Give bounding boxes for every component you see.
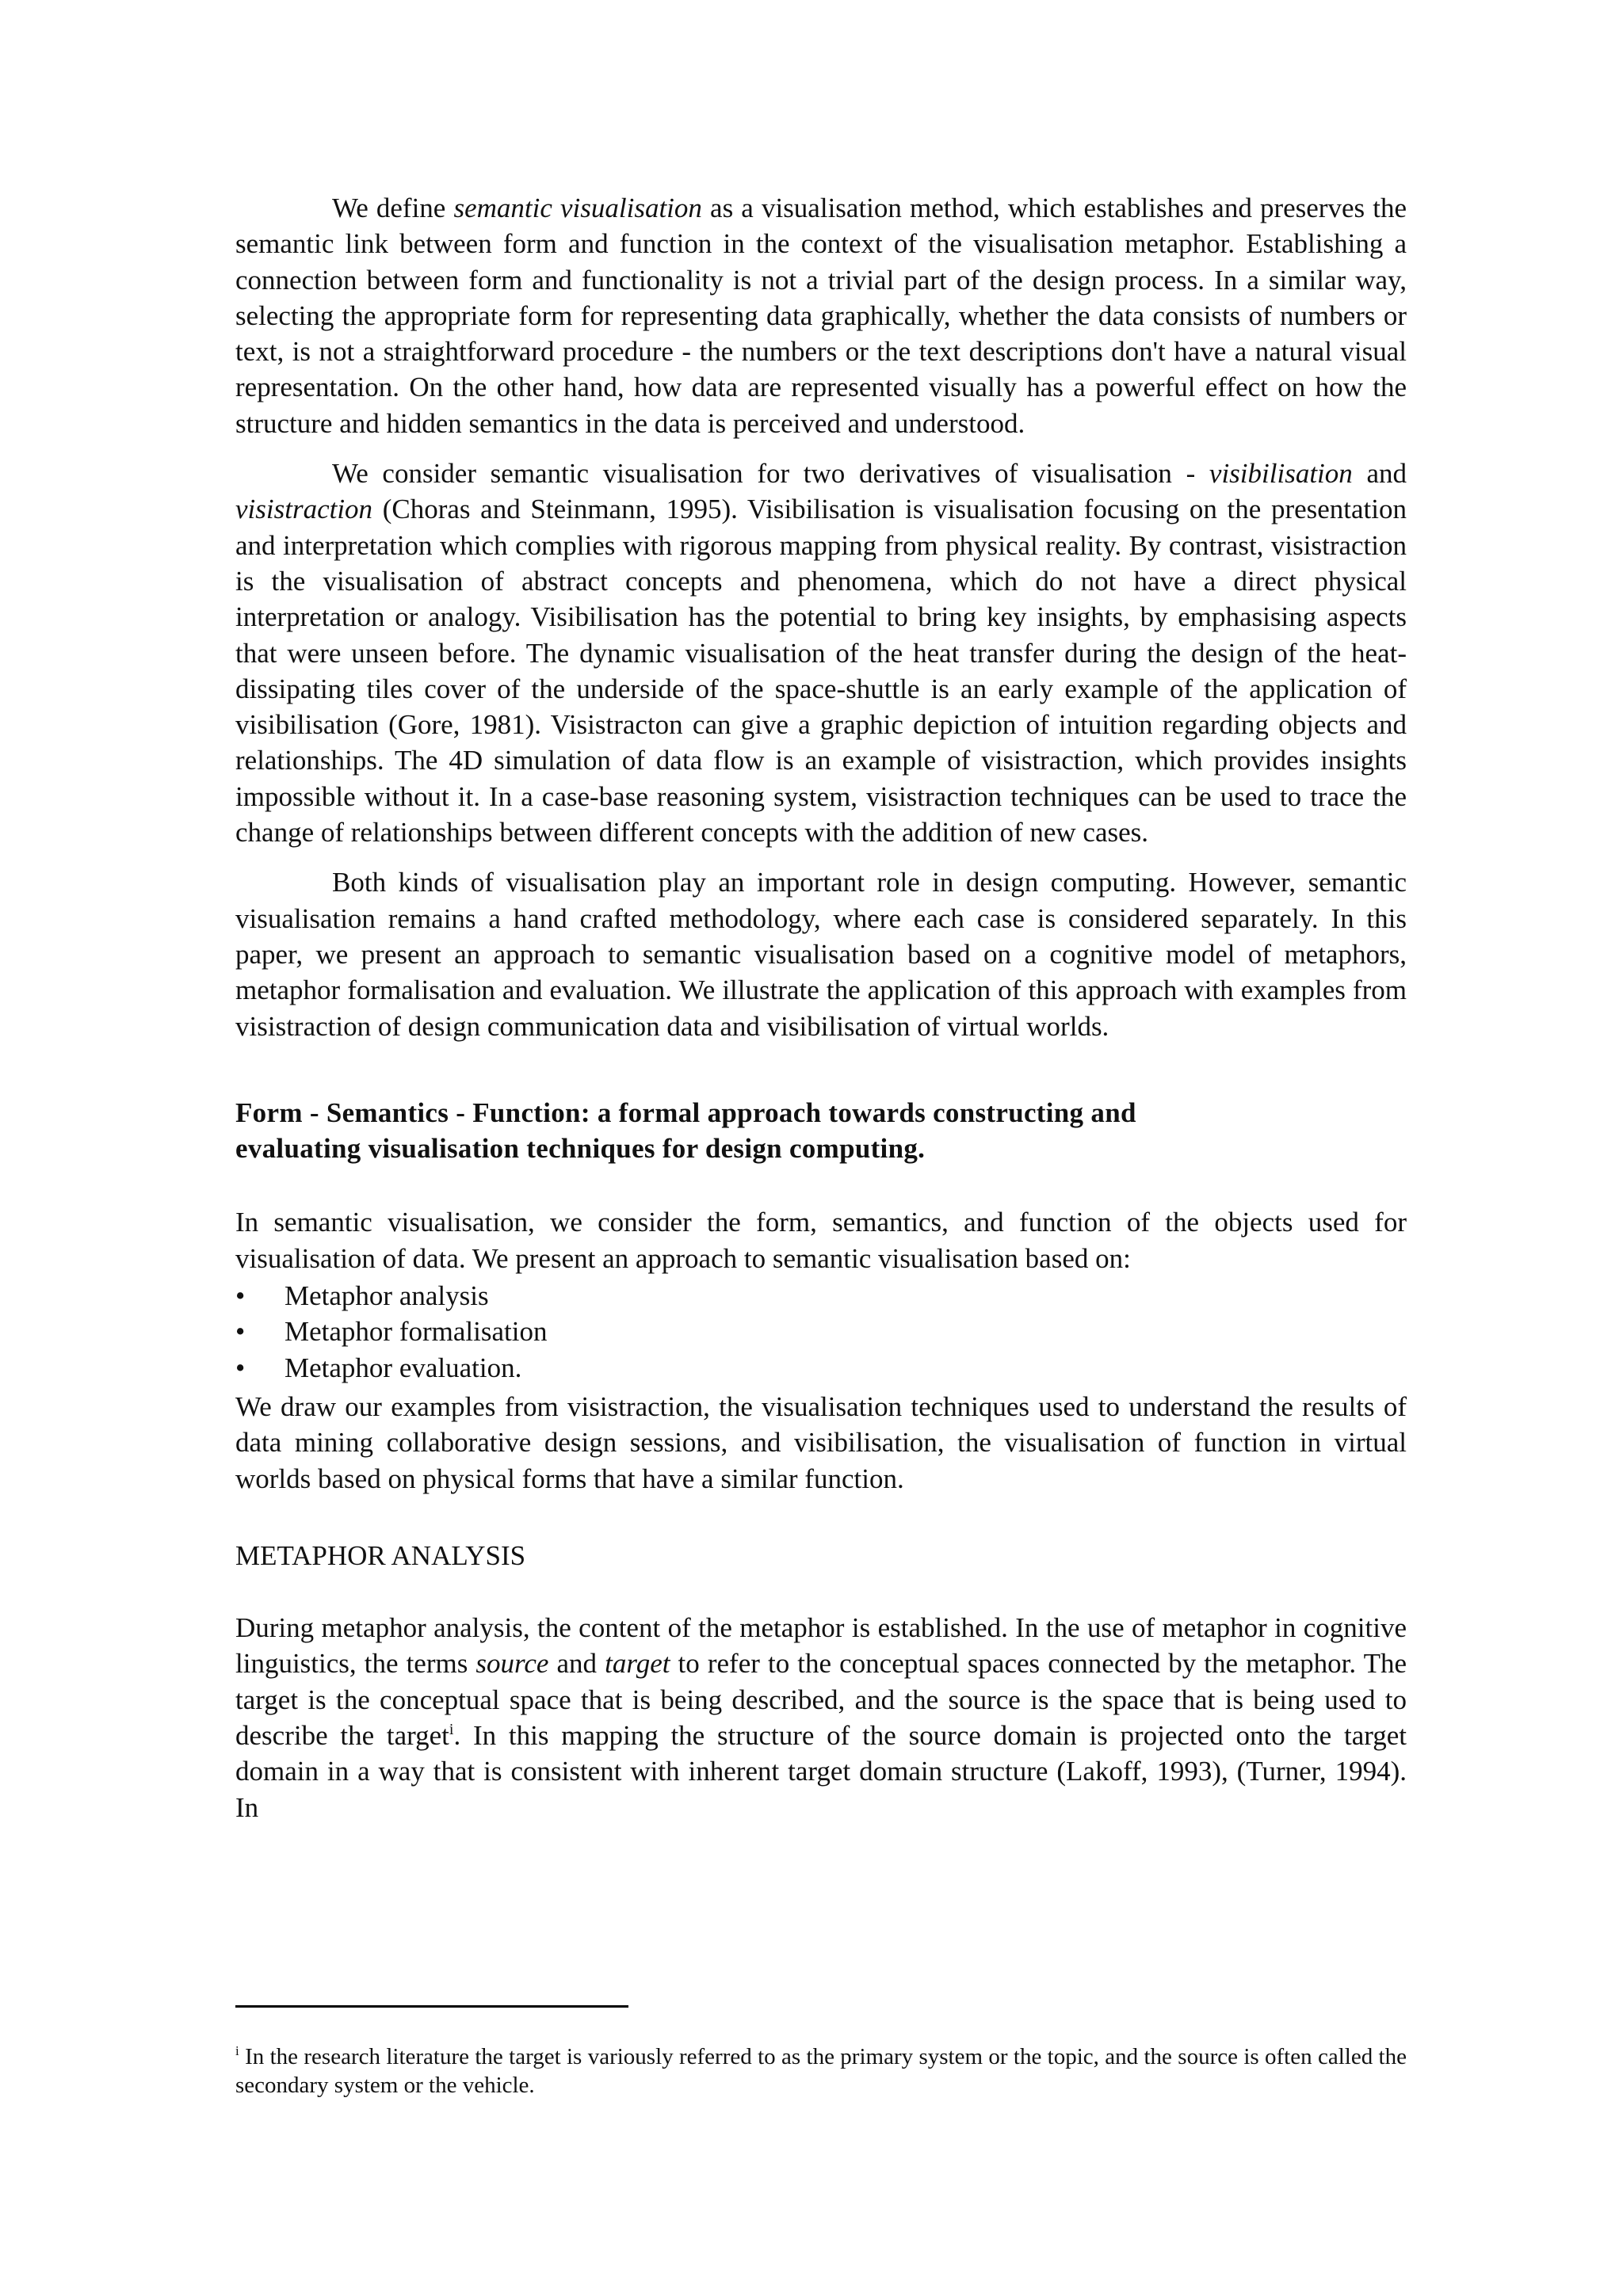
emphasis-term: visistraction: [235, 494, 373, 525]
section-heading: [235, 1095, 1407, 1167]
emphasis-term: visibilisation: [1209, 458, 1353, 490]
paragraph-visibilisation-visistraction: We consider semantic visualisation for two derivatives of visualisation - visibilisation and visistraction (Choras and Steinmann, 1995). Visibilisation is visualisation focusing on the presentation and interpretation which complies with rigorous mapping from physical reality. By contrast, visistraction is the visualisation of abstract concepts and phenomena, which do not have a direct physical interpretation or analogy. Visibilisation has the potential to bring key insights, by emphasising aspects that were unseen before. The dynamic visualisation of the heat transfer during the design of the heat-dissipating tiles cover of the underside of the space-shuttle is an early example of the application of visibilisation (Gore, 1981). Visistracton can give a graphic depiction of intuition regarding objects and relationships. The 4D simulation of data flow is an example of visistraction, which provides insights impossible without it. In a case-base reasoning system, visistraction techniques can be used to trace the change of relationships between different concepts with the addition of new cases.: [235, 458, 1407, 849]
list-item: • Metaphor analysis: [235, 1278, 1407, 1314]
paragraph-metaphor-analysis: During metaphor analysis, the content of the metaphor is established. In the use of metaphor in cognitive linguistics, the terms source and target to refer to the conceptual spaces connected by the metaphor. The target is the conceptual space that is being described, and the source is the space that is being used to describe the target$^i$. In this mapping the structure of the source domain is projected onto the target domain in a way that is consistent with inherent target domain structure (Lakoff, 1993), (Turner, 1994). In: [235, 1612, 1407, 1823]
section-heading-line: evaluating visualisation techniques for design computing.: [235, 1133, 926, 1165]
footnote-reference[interactable]: i: [449, 1720, 454, 1738]
list-item: • Metaphor formalisation: [235, 1314, 1407, 1349]
footnote-text: In the research literature the target is variously referred to as the primary system or the topic, and the source is often called the secondary system or the vehicle.: [235, 2044, 1407, 2098]
paragraph-approach-intro: In semantic visualisation, we consider the form, semantics, and function of the objects used for visualisation of data. We present an approach to semantic visualisation based on:: [235, 1207, 1407, 1274]
emphasis-term: semantic visualisation: [453, 193, 702, 223]
emphasis-term: source: [475, 1648, 549, 1680]
bullet-icon: •: [235, 1352, 246, 1383]
document-body: [235, 190, 1407, 1825]
paragraph-examples: We draw our examples from visistraction, the visualisation techniques used to understand the results of data mining collaborative design sessions, and visibilisation, the visualisation of function in virtual worlds based on physical forms that have a similar function.: [235, 1390, 1407, 1494]
footnote-marker: i: [235, 2043, 239, 2058]
footnote: [235, 2042, 1407, 2100]
paragraph-semantic-visualisation-definition: We define semantic visualisation as a visualisation method, which establishes and preserves the semantic link between form and function in the context of the visualisation metaphor. Establishing a connection between form and functionality is not a trivial part of the design process. In a similar way, selecting the appropriate form for representing data graphically, whether the data consists of numbers or text, is not a straightforward procedure - the numbers or the text descriptions don't have a natural visual representation. On the other hand, how data are represented visually has a powerful effect on how the structure and hidden semantics in the data is perceived and understood.: [235, 193, 1407, 439]
list-item: • Metaphor evaluation.: [235, 1350, 1407, 1386]
bullet-icon: •: [235, 1316, 246, 1348]
emphasis-term: target: [605, 1648, 670, 1680]
section-heading-line: Form - Semantics - Function: a formal approach towards constructing and: [235, 1097, 1136, 1128]
subsection-title: METAPHOR ANALYSIS: [235, 1539, 526, 1571]
bullet-icon: •: [235, 1280, 246, 1312]
footnote-separator: [235, 2005, 628, 2008]
paragraph-both-kinds: Both kinds of visualisation play an important role in design computing. However, semantic visualisation remains a hand crafted methodology, where each case is considered separately. In this paper, we present an approach to semantic visualisation based on a cognitive model of metaphors, metaphor formalisation and evaluation. We illustrate the application of this approach with examples from visistraction of design communication data and visibilisation of virtual worlds.: [235, 867, 1407, 1042]
bullet-list: [235, 1278, 1407, 1386]
